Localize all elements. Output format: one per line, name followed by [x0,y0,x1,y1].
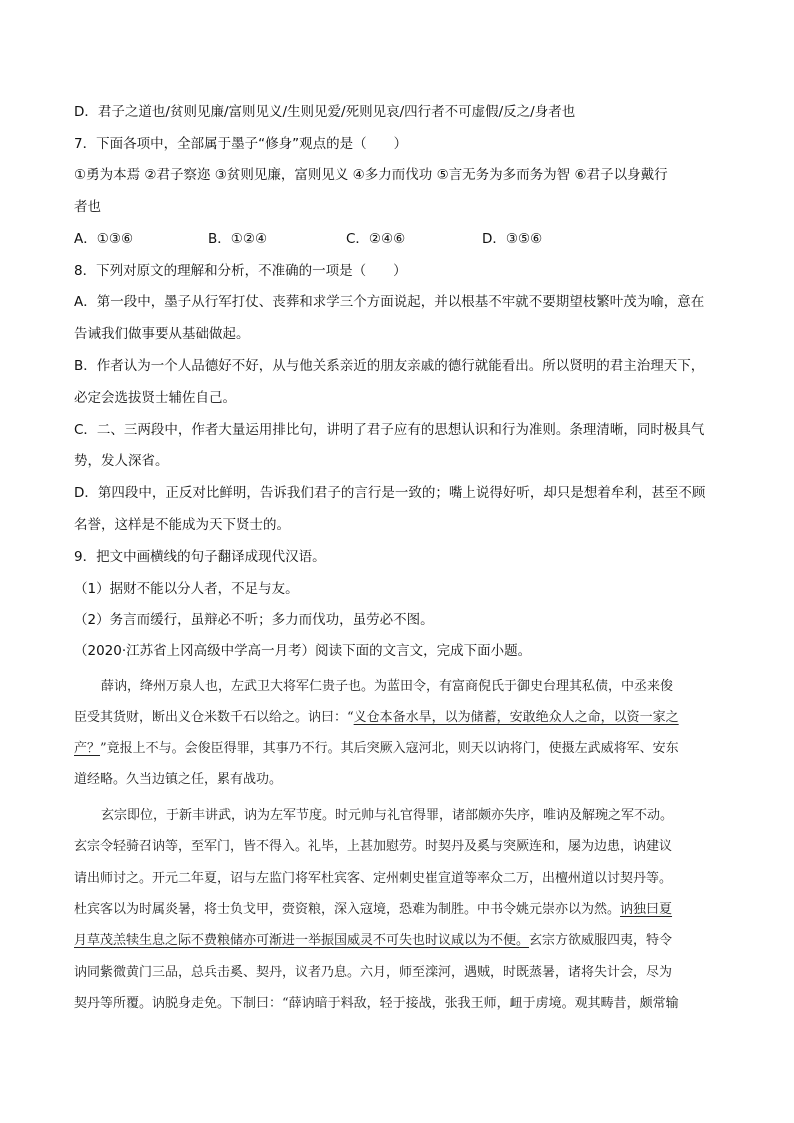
passage-intro: （2020·江苏省上冈高级中学高一月考）阅读下面的文言文，完成下面小题。 [74,643,532,659]
underlined-sentence-1b: 产？ [74,741,101,756]
passage-p2-line6: 讷同紫微黄门三品，总兵击奚、契丹，议者乃息。六月，师至滦河，遇贼，时既蒸暑，诸将失计会，尽为 [74,965,673,980]
q7-items-line1: ①勇为本焉 ②君子察迩 ③贫则见廉，富则见义 ④多力而伐功 ⑤言无务为多而务为智 ⑥君子以身戴行 [74,167,668,183]
underlined-sentence-1a: 义仓本备水旱，以为储蓄，安敢绝众人之命，以资一家之 [353,710,679,725]
q7-stem: 7．下面各项中，全部属于墨子“修身”观点的是（ ） [74,136,408,152]
passage-p2-line5-text: 玄宗方欲威服四夷，特令 [529,933,673,948]
passage-p2-line5 [74,932,672,950]
passage-p2-line1: 玄宗即位，于新丰讲武，讷为左军节度。时元帅与礼官得罪，诸部颇亦失序，唯讷及解琬之军不动。 [101,808,674,823]
passage-p2-line4-text: 杜宾客以为时属炎暑，将士负戈甲，赍资粮，深入寇境，恐难为制胜。中书令姚元崇亦以为然。 [74,902,621,917]
passage-p2-line7: 契丹等所覆。讷脱身走免。下制曰：“薛讷暗于料敌，轻于接战，张我王师，衄于虏境。观其畴昔，颇常输 [74,996,679,1011]
q8-option-d-line1: D．第四段中，正反对比鲜明，告诉我们君子的言行是一致的；嘴上说得好听，却只是想着牟利，甚至不顾 [74,485,706,501]
q9-sentence-1: （1）据财不能以分人者，不足与友。 [74,581,299,597]
passage-p1-line3 [74,740,679,758]
q8-option-a-line1: A．第一段中，墨子从行军打仗、丧葬和求学三个方面说起，并以根基不牢就不要期望枝繁叶茂为喻，意在 [74,294,705,310]
q6-option-d: D．君子之道也/贫则见廉/富则见义/生则见爱/死则见哀/四行者不可虚假/反之/身者也 [74,104,576,120]
passage-p1-line2-text: 臣受其货财，断出义仓米数千石以给之。讷曰：“ [74,710,354,725]
q7-items-line2: 者也 [74,199,101,215]
passage-p2-line2: 玄宗令轻骑召讷等，至军门，皆不得入。礼毕，上甚加慰劳。时契丹及奚与突厥连和，屡为边患，讷建议 [74,839,673,854]
q8-option-d-line2: 名誉，这样是不能成为天下贤士的。 [74,517,290,533]
underlined-sentence-2a: 讷独曰夏 [620,902,673,917]
q7-option-b: B．①②④ [208,231,268,247]
q8-option-c-line2: 势，发人深省。 [74,453,169,469]
passage-p1-line3-text: ”竟报上不与。会俊臣得罪，其事乃不行。其后突厥入寇河北，则天以讷将门，使摄左武威将军、安东 [100,741,679,756]
q9-stem: 9．把文中画横线的句子翻译成现代汉语。 [74,549,326,565]
q9-sentence-2: （2）务言而缓行，虽辩必不听；多力而伐功，虽劳必不图。 [74,612,434,628]
q8-option-a-line2: 告诫我们做事要从基础做起。 [74,326,250,342]
passage-p2-line3: 请出师讨之。开元二年夏，诏与左监门将军杜宾客、定州刺史崔宣道等率众二万，出檀州道以讨契丹等。 [74,871,673,886]
q8-stem: 8．下列对原文的理解和分析，不准确的一项是（ ） [74,263,407,279]
passage-p2-line4 [74,901,672,919]
passage-p1-line4: 道经略。久当边镇之任，累有战功。 [74,772,283,787]
q7-options [74,230,542,248]
q7-option-c: C．②④⑥ [346,231,406,247]
q8-option-b-line1: B．作者认为一个人品德好不好，从与他关系亲近的朋友亲戚的德行就能看出。所以贤明的君主治理天下， [74,358,705,374]
q8-option-b-line2: 必定会选拔贤士辅佐自己。 [74,390,236,406]
q7-option-a: A．①③⑥ [74,231,134,247]
underlined-sentence-2b: 月草茂羔犊生息之际不费粮储亦可渐进一举振国威灵不可失也时议咸以为不便。 [74,933,530,948]
passage-p1-line2 [74,709,679,727]
q8-option-c-line1: C．二、三两段中，作者大量运用排比句，讲明了君子应有的思想认识和行为准则。条理清晰，同时极具气 [74,422,705,438]
q7-option-d: D．③⑤⑥ [482,231,543,247]
passage-p1-line1: 薛讷，绛州万泉人也，左武卫大将军仁贵子也。为蓝田令，有富商倪氏于御史台理其私债，中丞来俊 [101,679,674,694]
